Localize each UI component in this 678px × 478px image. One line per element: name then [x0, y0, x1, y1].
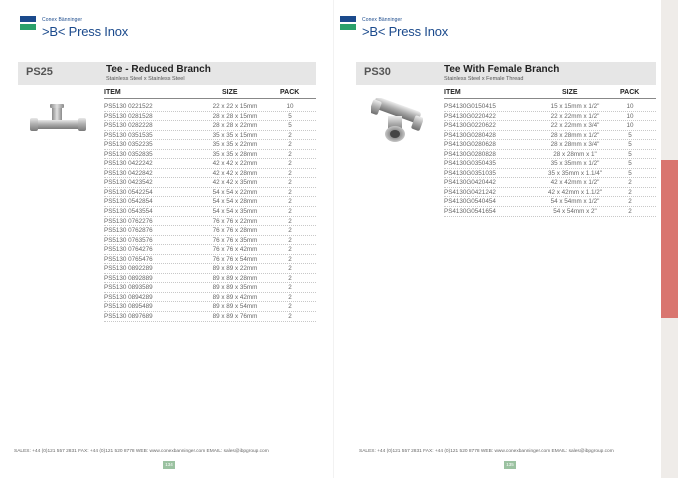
- cell-size: 35 x 35mm x 1/2": [550, 160, 600, 168]
- header-rule: [444, 98, 656, 99]
- cell-size: 76 x 76 x 35mm: [212, 236, 258, 244]
- cell-size: 76 x 76 x 28mm: [212, 227, 258, 235]
- cell-item: PS5130 0763576: [104, 236, 153, 244]
- brand-mark-icon: [20, 16, 36, 30]
- contact-footer: SALES: +44 (0)121 557 2831 FAX: +44 (0)121 520 8778 WEB: www.conexbanninger.com EMAIL: sales@ibpgroup.com: [359, 449, 614, 454]
- cell-size: 22 x 22mm x 1/2": [550, 112, 600, 120]
- cell-size: 15 x 15mm x 1/2": [550, 103, 600, 110]
- cell-item: PS5130 0352835: [104, 150, 153, 158]
- cell-item: PS5130 0282228: [104, 122, 153, 130]
- cell-pack: 10: [286, 103, 294, 110]
- cell-size: 35 x 35 x 22mm: [212, 141, 258, 149]
- cell-pack: 2: [628, 179, 632, 187]
- table-row: [444, 102, 656, 112]
- cell-item: PS5130 0221522: [104, 103, 153, 110]
- table-row: [444, 188, 656, 198]
- cell-size: 35 x 35 x 15mm: [212, 131, 258, 139]
- female-branch-tee-image: [371, 98, 423, 151]
- cell-size: 89 x 89 x 28mm: [212, 274, 258, 282]
- table-row: [104, 131, 316, 141]
- column-size: SIZE: [562, 89, 578, 96]
- cell-pack: 2: [628, 198, 632, 206]
- column-pack: PACK: [620, 89, 640, 96]
- cell-size: 54 x 54 x 35mm: [212, 208, 258, 216]
- cell-item: PS4130G0220422: [444, 112, 496, 120]
- header-rule: [104, 98, 316, 99]
- cell-size: 54 x 54mm x 1/2": [550, 198, 600, 206]
- cell-size: 89 x 89 x 76mm: [212, 313, 258, 321]
- cell-item: PS4130G0420442: [444, 179, 496, 187]
- brand-mark-icon: [340, 16, 356, 30]
- cell-size: 76 x 76 x 42mm: [212, 246, 258, 254]
- table-row: [444, 140, 656, 150]
- table-row: [444, 131, 656, 141]
- cell-item: PS5130 0281528: [104, 112, 153, 120]
- cell-item: PS4130G0220622: [444, 122, 496, 130]
- table-row: [104, 274, 316, 284]
- cell-pack: 10: [626, 103, 634, 110]
- cell-pack: 2: [288, 303, 292, 311]
- cell-size: 89 x 89 x 42mm: [212, 293, 258, 301]
- cell-item: PS4130G0540454: [444, 198, 496, 206]
- cell-pack: 2: [288, 169, 292, 177]
- cell-item: PS5130 0352235: [104, 141, 153, 149]
- cell-pack: 5: [288, 112, 292, 120]
- page-gutter: [333, 0, 334, 478]
- cell-item: PS5130 0892289: [104, 265, 153, 273]
- cell-pack: 5: [628, 141, 632, 149]
- brand-small-text: Conex Bänninger: [362, 17, 403, 23]
- table-row: [104, 217, 316, 227]
- cell-size: 22 x 22mm x 3/4": [550, 122, 600, 130]
- table-row: [444, 150, 656, 160]
- table-row: [104, 102, 316, 112]
- brand-logo: [340, 13, 480, 43]
- product-header: [18, 62, 316, 85]
- cell-item: PS5130 0893589: [104, 284, 153, 292]
- cell-pack: 2: [288, 208, 292, 216]
- column-size: SIZE: [222, 89, 238, 96]
- page-number: 135: [504, 461, 516, 469]
- cell-pack: 2: [628, 208, 632, 216]
- table-row: [104, 121, 316, 131]
- cell-pack: 5: [288, 122, 292, 130]
- cell-pack: 5: [628, 150, 632, 158]
- cell-item: PS4130G0541654: [444, 208, 496, 216]
- brand-name: >B< Press Inox: [42, 24, 129, 39]
- table-row: [104, 188, 316, 198]
- cell-pack: 2: [288, 198, 292, 206]
- table-row: [444, 197, 656, 207]
- cell-pack: 2: [288, 246, 292, 254]
- cell-item: PS5130 0894289: [104, 293, 153, 301]
- table-row: [444, 159, 656, 169]
- cell-item: PS5130 0897689: [104, 313, 153, 321]
- table-row: [104, 255, 316, 265]
- cell-size: 22 x 22 x 15mm: [212, 103, 258, 110]
- cell-pack: 2: [288, 179, 292, 187]
- cell-pack: 5: [628, 131, 632, 139]
- table-row: [444, 112, 656, 122]
- page-number: 134: [163, 461, 175, 469]
- table-row: [104, 264, 316, 274]
- cell-size: 76 x 76 x 54mm: [212, 255, 258, 263]
- cell-item: PS5130 0764276: [104, 246, 153, 254]
- cell-size: 76 x 76 x 22mm: [212, 217, 258, 225]
- cell-item: PS5130 0423542: [104, 179, 153, 187]
- product-code: PS30: [364, 66, 391, 78]
- cell-item: PS5130 0895489: [104, 303, 153, 311]
- cell-item: PS5130 0542854: [104, 198, 153, 206]
- cell-size: 35 x 35mm x 1.1/4": [547, 169, 603, 177]
- cell-pack: 2: [288, 227, 292, 235]
- cell-size: 28 x 28mm x 1/2": [550, 131, 600, 139]
- cell-size: 54 x 54 x 22mm: [212, 188, 258, 196]
- cell-pack: 10: [626, 112, 634, 120]
- cell-item: PS5130 0762876: [104, 227, 153, 235]
- cell-pack: 2: [288, 265, 292, 273]
- table-row: [104, 140, 316, 150]
- cell-pack: 10: [626, 122, 634, 130]
- table-row: [444, 207, 656, 217]
- cell-size: 42 x 42 x 35mm: [212, 179, 258, 187]
- contact-footer: SALES: +44 (0)121 557 2831 FAX: +44 (0)121 520 8778 WEB: www.conexbanninger.com EMAIL: sales@ibpgroup.com: [14, 449, 269, 454]
- product-subtitle: Stainless Steel x Stainless Steel: [106, 76, 185, 82]
- cell-size: 89 x 89 x 54mm: [212, 303, 258, 311]
- cell-size: 42 x 42 x 28mm: [212, 169, 258, 177]
- cell-size: 35 x 35 x 28mm: [212, 150, 258, 158]
- left-page: [0, 0, 330, 478]
- cell-size: 54 x 54 x 28mm: [212, 198, 258, 206]
- cell-size: 89 x 89 x 22mm: [212, 265, 258, 273]
- cell-pack: 2: [288, 150, 292, 158]
- product-code: PS25: [26, 66, 53, 78]
- cell-size: 42 x 42mm x 1.1/2": [547, 188, 603, 196]
- cell-pack: 2: [288, 293, 292, 301]
- cell-pack: 2: [288, 236, 292, 244]
- cell-item: PS5130 0762276: [104, 217, 153, 225]
- cell-size: 28 x 28mm x 1": [553, 150, 597, 158]
- cell-item: PS4130G0280428: [444, 131, 496, 139]
- cell-pack: 2: [288, 160, 292, 168]
- cell-size: 42 x 42mm x 1/2": [550, 179, 600, 187]
- product-subtitle: Stainless Steel x Female Thread: [444, 76, 524, 82]
- column-item: ITEM: [444, 89, 461, 96]
- cell-size: 28 x 28 x 22mm: [212, 122, 258, 130]
- product-title: Tee - Reduced Branch: [106, 64, 211, 75]
- table-row: [104, 283, 316, 293]
- table-row: [104, 178, 316, 188]
- brand-small-text: Conex Bänninger: [42, 17, 83, 23]
- table-row: [104, 293, 316, 303]
- cell-pack: 2: [288, 284, 292, 292]
- table-row: [104, 150, 316, 160]
- cell-size: 54 x 54mm x 2": [553, 208, 597, 216]
- reduced-tee-fitting-image: [30, 104, 86, 143]
- cell-pack: 2: [288, 188, 292, 196]
- cell-item: PS5130 0765476: [104, 255, 153, 263]
- table-row: [104, 159, 316, 169]
- table-row: [104, 112, 316, 122]
- cell-pack: 2: [288, 141, 292, 149]
- cell-item: PS4130G0280828: [444, 150, 496, 158]
- cell-pack: 2: [288, 217, 292, 225]
- table-row: [104, 236, 316, 246]
- cell-item: PS4130G0280628: [444, 141, 496, 149]
- cell-item: PS4130G0351035: [444, 169, 496, 177]
- cell-item: PS5130 0351535: [104, 131, 153, 139]
- cell-item: PS4130G0421242: [444, 188, 496, 196]
- cell-pack: 2: [288, 313, 292, 321]
- table-row: [104, 226, 316, 236]
- table-row: [444, 121, 656, 131]
- section-tab-marker: [661, 160, 678, 318]
- cell-item: PS5130 0422242: [104, 160, 153, 168]
- table-row: [104, 312, 316, 322]
- brand-name: >B< Press Inox: [362, 24, 449, 39]
- cell-pack: 2: [288, 274, 292, 282]
- table-row: [104, 245, 316, 255]
- product-table: [104, 102, 316, 322]
- column-item: ITEM: [104, 89, 121, 96]
- table-row: [444, 169, 656, 179]
- table-row: [104, 197, 316, 207]
- cell-pack: 2: [288, 255, 292, 263]
- cell-item: PS5130 0543554: [104, 208, 153, 216]
- cell-size: 42 x 42 x 22mm: [212, 160, 258, 168]
- cell-size: 28 x 28 x 15mm: [212, 112, 258, 120]
- table-row: [444, 178, 656, 188]
- column-pack: PACK: [280, 89, 300, 96]
- product-title: Tee With Female Branch: [444, 64, 560, 75]
- product-header: [356, 62, 656, 85]
- product-table: [444, 102, 656, 217]
- cell-size: 89 x 89 x 35mm: [212, 284, 258, 292]
- cell-pack: 5: [628, 169, 632, 177]
- table-row: [104, 207, 316, 217]
- cell-item: PS5130 0892889: [104, 274, 153, 282]
- cell-item: PS5130 0542254: [104, 188, 153, 196]
- cell-pack: 2: [288, 131, 292, 139]
- cell-pack: 2: [628, 188, 632, 196]
- cell-item: PS4130G0350435: [444, 160, 496, 168]
- cell-item: PS5130 0422842: [104, 169, 153, 177]
- cell-size: 28 x 28mm x 3/4": [550, 141, 600, 149]
- cell-pack: 5: [628, 160, 632, 168]
- right-page: [339, 0, 661, 478]
- cell-item: PS4130G0150415: [444, 103, 496, 110]
- brand-logo: [20, 13, 160, 43]
- table-row: [104, 302, 316, 312]
- table-row: [104, 169, 316, 179]
